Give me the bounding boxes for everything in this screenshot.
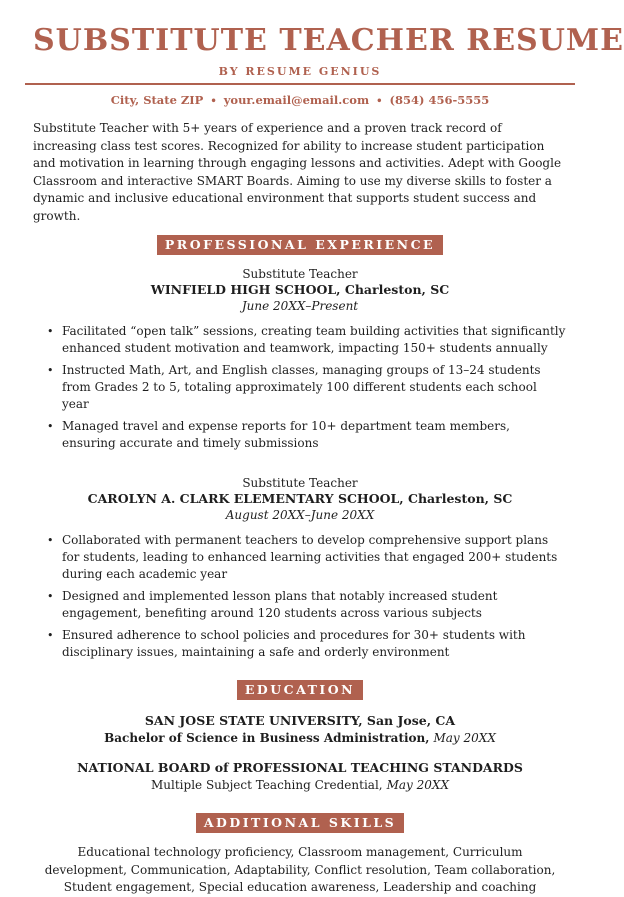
job-organization: CAROLYN A. CLARK ELEMENTARY SCHOOL, Charleston, SC (87, 491, 513, 506)
contact-location: City, State ZIP (110, 93, 204, 107)
skills-paragraph: Educational technology proficiency, Classroom management, Curriculum development, Communication, Adaptability, Conflict resolution, Team collaboration, Student engagement, Special education awareness, Leadership and coaching (44, 845, 556, 894)
job-bullet-list (33, 532, 567, 661)
section-heading-experience: PROFESSIONAL EXPERIENCE (157, 235, 443, 255)
education-date: May 20XX (386, 778, 449, 792)
job-title: Substitute Teacher (242, 476, 358, 490)
section-heading-row-skills (33, 812, 567, 833)
education-entry-national-board (33, 759, 567, 794)
bullet-item: • Designed and implemented lesson plans that notably increased student engagement, benefiting around 120 students across various subjects (47, 588, 567, 622)
education-school: NATIONAL BOARD of PROFESSIONAL TEACHING STANDARDS (77, 760, 523, 775)
job-organization: WINFIELD HIGH SCHOOL, Charleston, SC (150, 282, 450, 297)
bullet-item: • Collaborated with permanent teachers to develop comprehensive support plans for students, leading to enhanced learning activities that engaged 200+ students during each academic year (47, 532, 567, 583)
section-heading-skills: ADDITIONAL SKILLS (196, 813, 404, 833)
education-credential: Bachelor of Science in Business Administration, (104, 731, 430, 745)
job-dates: August 20XX–June 20XX (225, 508, 375, 522)
education-date: May 20XX (433, 731, 496, 745)
education-credential: Multiple Subject Teaching Credential, (151, 778, 383, 792)
job-dates: June 20XX–Present (241, 299, 359, 313)
page-title: SUBSTITUTE TEACHER RESUME (33, 23, 624, 58)
header-divider (25, 83, 575, 85)
education-entry-sjsu (33, 712, 567, 747)
byline: BY RESUME GENIUS (218, 65, 382, 78)
job-title: Substitute Teacher (242, 267, 358, 281)
bullet-item: • Ensured adherence to school policies and procedures for 30+ students with disciplinary issues, maintaining a safe and orderly environment (47, 627, 567, 661)
job-entry-winfield (33, 266, 567, 314)
summary-paragraph: Substitute Teacher with 5+ years of experience and a proven track record of increasing class test scores. Recognized for ability to increase student participation and motivation in learning through engaging lessons and activities. Adept with Google Classroom and interactive SMART Boards. Aiming to use my diverse skills to foster a dynamic and inclusive educational environment that supports student success and growth. (33, 121, 562, 223)
bullet-item: • Instructed Math, Art, and English classes, managing groups of 13–24 students from Grades 2 to 5, totaling approximately 100 different students each school year (47, 362, 567, 413)
section-heading-row-experience (33, 234, 567, 255)
education-credential-line (33, 730, 567, 747)
contact-phone: (854) 456-5555 (389, 93, 490, 107)
job-entry-carolyn-clark (33, 475, 567, 523)
contact-separator-dot: • (376, 96, 383, 107)
section-heading-education: EDUCATION (237, 680, 363, 700)
contact-email: your.email@email.com (223, 93, 370, 107)
job-bullet-list (33, 323, 567, 452)
bullet-item: • Facilitated “open talk” sessions, creating team building activities that significantly enhanced student motivation and teamwork, impacting 150+ students annually (47, 323, 567, 357)
contact-separator-dot: • (210, 96, 217, 107)
education-school: SAN JOSE STATE UNIVERSITY, San Jose, CA (144, 713, 456, 728)
education-credential-line (33, 777, 567, 794)
contact-line (33, 93, 567, 107)
bullet-item: • Managed travel and expense reports for 10+ department team members, ensuring accurate and timely submissions (47, 418, 567, 452)
section-heading-row-education (33, 679, 567, 700)
